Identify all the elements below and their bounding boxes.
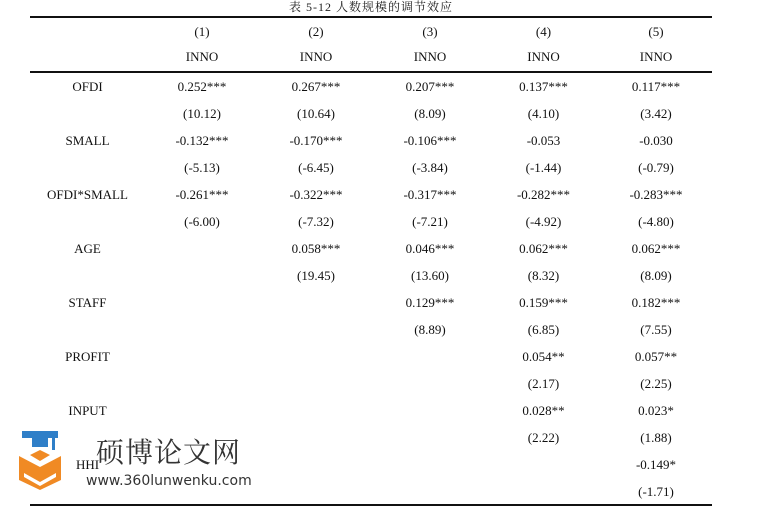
dependent-variable: INNO xyxy=(413,48,447,64)
table-cell: (2.25) xyxy=(640,375,672,391)
table-cell: 0.046*** xyxy=(405,240,455,256)
row-label: PROFIT xyxy=(65,348,110,364)
table-cell: (8.09) xyxy=(414,105,446,121)
table-row xyxy=(30,289,712,316)
table-cell: (10.12) xyxy=(183,105,221,121)
table-row xyxy=(30,370,712,397)
table-row xyxy=(30,343,712,370)
table-row xyxy=(30,235,712,262)
table-cell: 0.182*** xyxy=(631,294,681,310)
column-number: (1) xyxy=(194,23,210,39)
table-cell: 0.129*** xyxy=(405,294,455,310)
table-cell: -0.317*** xyxy=(403,186,457,202)
column-number: (2) xyxy=(308,23,324,39)
table-row xyxy=(30,100,712,127)
table-cell: (1.88) xyxy=(640,429,672,445)
dependent-variable: INNO xyxy=(527,48,560,64)
table-row xyxy=(30,127,712,154)
row-label: AGE xyxy=(74,240,101,256)
table-cell: (10.64) xyxy=(297,105,335,121)
dependent-variable: INNO xyxy=(639,48,673,64)
table-row xyxy=(30,73,712,100)
table-cell: (-7.32) xyxy=(298,213,334,229)
table-cell: (-4.92) xyxy=(525,213,562,229)
dependent-variable: INNO xyxy=(185,48,219,64)
table-row xyxy=(30,316,712,343)
row-label: OFDI*SMALL xyxy=(47,186,128,202)
table-cell: (-6.00) xyxy=(184,213,220,229)
watermark-url: www.360lunwenku.com xyxy=(86,473,252,489)
table-cell: -0.170*** xyxy=(289,132,343,148)
table-cell: 0.023* xyxy=(638,402,674,418)
column-number: (5) xyxy=(648,23,664,39)
table-cell: -0.132*** xyxy=(175,132,229,148)
graduation-cap-book-icon xyxy=(14,428,94,498)
table-cell: (2.22) xyxy=(527,429,560,445)
table-cell: 0.057** xyxy=(634,348,678,364)
table-row xyxy=(30,397,712,424)
row-label: STAFF xyxy=(68,294,107,310)
site-watermark xyxy=(14,428,264,498)
dependent-variable: INNO xyxy=(299,48,333,64)
table-cell: -0.053 xyxy=(526,132,561,148)
row-label: OFDI xyxy=(72,78,103,94)
table-cell: 0.252*** xyxy=(177,78,227,94)
table-cell: (-4.80) xyxy=(638,213,674,229)
table-cell: (-1.71) xyxy=(638,483,674,499)
table-cell: 0.062*** xyxy=(631,240,681,256)
table-cell: -0.106*** xyxy=(403,132,457,148)
table-row xyxy=(30,262,712,289)
table-cell: (8.89) xyxy=(414,321,446,337)
table-cell: (13.60) xyxy=(411,267,449,283)
table-cell: 0.062*** xyxy=(519,240,568,256)
table-cell: (2.17) xyxy=(527,375,560,391)
dependent-variable-row xyxy=(30,43,712,70)
table-cell: 0.058*** xyxy=(291,240,341,256)
table-cell: 0.137*** xyxy=(519,78,568,94)
table-cell: -0.149* xyxy=(635,456,677,472)
table-cell: 0.207*** xyxy=(405,78,455,94)
table-cell: (-1.44) xyxy=(525,159,562,175)
table-bottom-rule xyxy=(30,504,712,506)
table-row xyxy=(30,181,712,208)
table-cell: (-7.21) xyxy=(412,213,448,229)
table-cell: (-6.45) xyxy=(298,159,334,175)
row-label: INPUT xyxy=(68,402,107,418)
table-cell: 0.267*** xyxy=(291,78,341,94)
table-row xyxy=(30,208,712,235)
table-cell: -0.322*** xyxy=(289,186,343,202)
table-row xyxy=(30,154,712,181)
watermark-title: 硕博论文网 xyxy=(96,436,242,469)
table-cell: (-3.84) xyxy=(412,159,448,175)
row-label: SMALL xyxy=(65,132,110,148)
table-cell: (8.09) xyxy=(640,267,672,283)
table-cell: -0.030 xyxy=(639,132,673,148)
table-cell: -0.261*** xyxy=(175,186,229,202)
column-number: (3) xyxy=(422,23,438,39)
column-number-row xyxy=(30,18,712,45)
table-cell: 0.117*** xyxy=(631,78,681,94)
table-cell: (-5.13) xyxy=(184,159,220,175)
table-cell: (3.42) xyxy=(640,105,672,121)
table-cell: (8.32) xyxy=(527,267,560,283)
table-cell: (7.55) xyxy=(640,321,672,337)
table-cell: (6.85) xyxy=(527,321,560,337)
table-cell: 0.054** xyxy=(522,348,565,364)
table-cell: -0.283*** xyxy=(629,186,683,202)
row-label: HHI xyxy=(75,456,100,472)
table-cell: (-0.79) xyxy=(638,159,674,175)
table-cell: 0.159*** xyxy=(519,294,568,310)
table-cell: (4.10) xyxy=(527,105,560,121)
table-caption: 表 5-12 人数规模的调节效应 xyxy=(289,0,453,14)
table-cell: (19.45) xyxy=(297,267,335,283)
column-number: (4) xyxy=(535,23,552,39)
table-cell: 0.028** xyxy=(522,402,565,418)
table-cell: -0.282*** xyxy=(516,186,571,202)
